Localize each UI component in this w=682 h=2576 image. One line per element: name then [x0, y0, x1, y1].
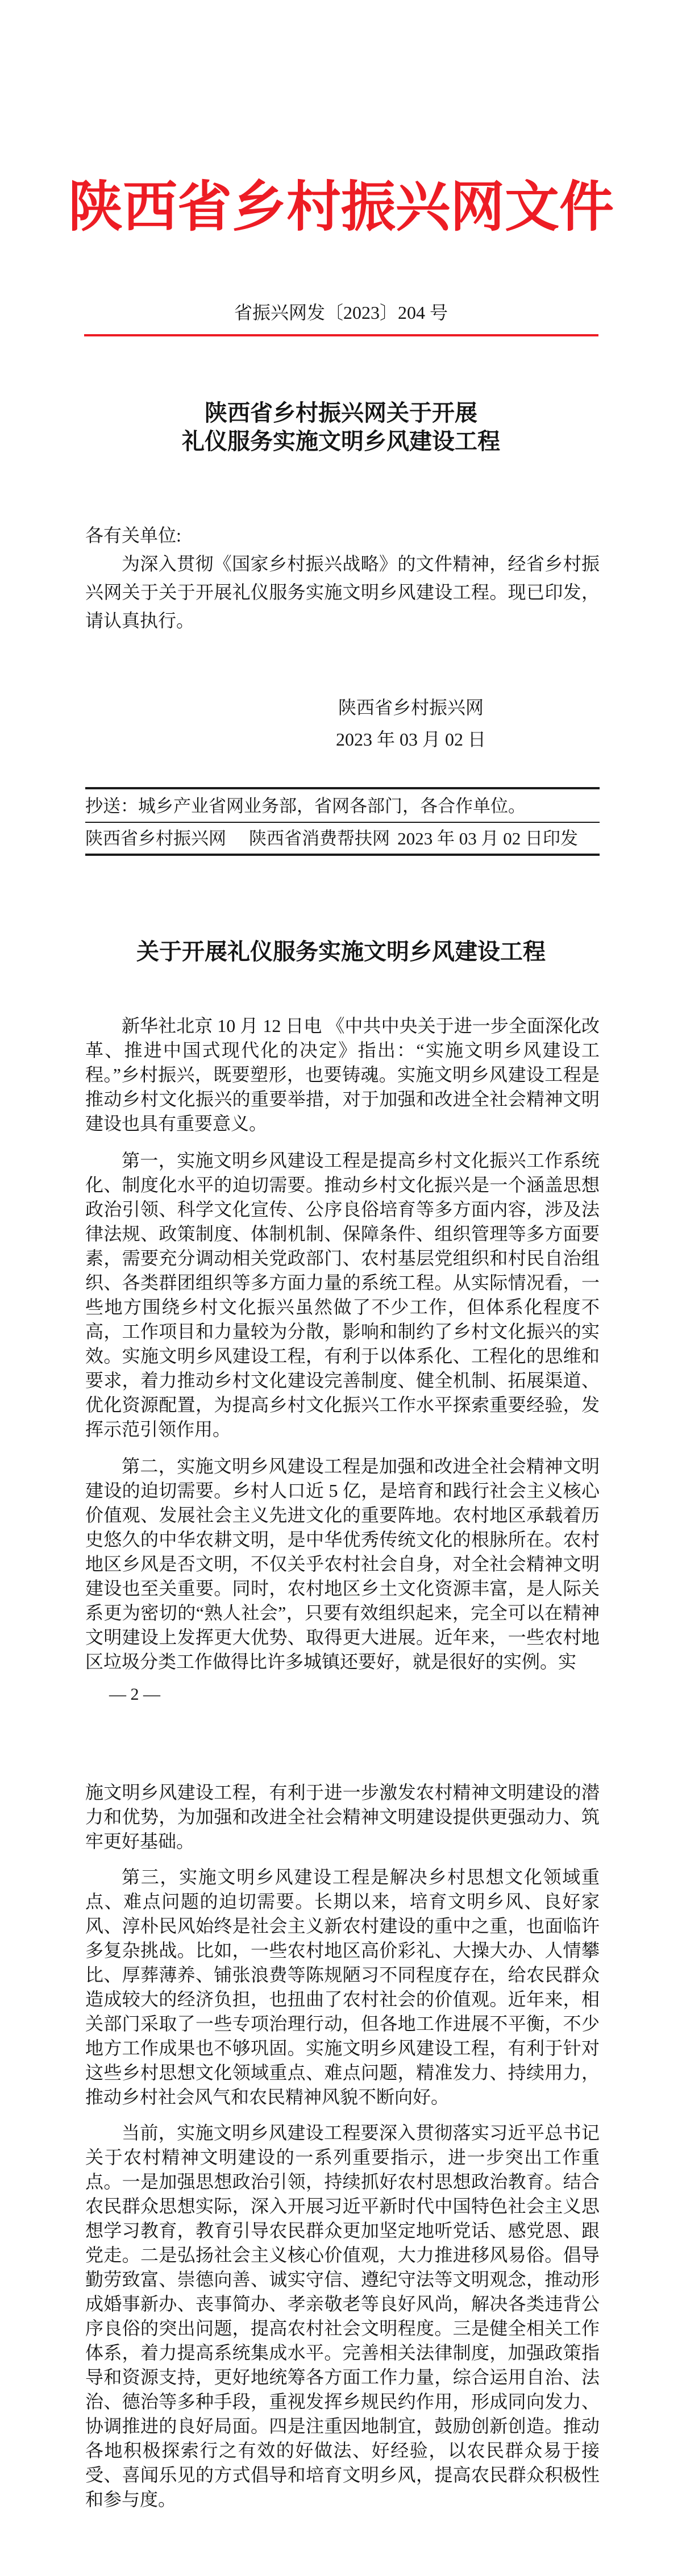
document-title-line1: 陕西省乡村振兴网关于开展	[205, 401, 477, 426]
issuer-signature: 陕西省乡村振兴网	[338, 697, 484, 718]
page-number: — 2 —	[109, 1685, 160, 1704]
body-paragraph: 第一，实施文明乡风建设工程是提高乡村文化振兴工作系统化、制度化水平的迫切需要。推动乡村文化振兴是一个涵盖思想政治引领、科学文化宣传、公序良俗培育等多方面内容，涉及法律法规、政策制度、体制机制、保障条件、组织管理等多方面要素，需要充分调动相关党政部门、农村基层党组织和村民自治组织、各类群团组织等多方面力量的系统工程。从实际情况看，一些地方围绕乡村文化振兴虽然做了不少工作，但体系化程度不高，工作项目和力量较为分散，影响和制约了乡村文化振兴的实效。实施文明乡风建设工程，有利于以体系化、工程化的思维和要求，着力推动乡村文化建设完善制度、健全机制、拓展渠道、优化资源配置，为提高乡村文化振兴工作水平探索重要经验，发挥示范引领作用。	[85, 1150, 600, 1439]
signature-block	[336, 692, 486, 755]
document-title-line2: 礼仪服务实施文明乡风建设工程	[182, 429, 500, 454]
body-paragraph: 第三，实施文明乡风建设工程是解决乡村思想文化领域重点、难点问题的迫切需要。长期以来，培育文明乡风、良好家风、淳朴民风始终是社会主义新农村建设的重中之重，也面临许多复杂挑战。比如，一些农村地区高价彩礼、大操大办、人情攀比、厚葬薄养、铺张浪费等陈规陋习不同程度存在，给农民群众造成较大的经济负担，也扭曲了农村社会的价值观。近年来，相关部门采取了一些专项治理行动，但各地工作进展不平衡，不少地方工作成果也不够巩固。实施文明乡风建设工程，有利于针对这些乡村思想文化领域重点、难点问题，精准发力、持续用力，推动乡村社会风气和农民精神风貌不断向好。	[85, 1867, 600, 2107]
notice-body-paragraph: 为深入贯彻《国家乡村振兴战略》的文件精神，经省乡村振兴网关于关于开展礼仪服务实施文明乡风建设工程。现已印发，请认真执行。	[85, 554, 600, 631]
article-title: 关于开展礼仪服务实施文明乡风建设工程	[136, 939, 546, 964]
document-title	[0, 399, 682, 456]
issuer-org-secondary: 陕西省消费帮扶网	[249, 829, 390, 848]
document-number: 省振兴网发〔2023〕204 号	[234, 302, 448, 323]
print-date: 2023 年 03 月 02 日印发	[397, 829, 578, 848]
continuation-paragraph: 施文明乡风建设工程，有利于进一步激发农村精神文明建设的潜力和优势，为加强和改进全社会精神文明建设提供更强动力、筑牢更好基础。	[85, 1782, 600, 1851]
body-paragraph: 新华社北京 10 月 12 日电 《中共中央关于进一步全面深化改革、推进中国式现代化的决定》指出：“实施文明乡风建设工程。”乡村振兴，既要塑形，也要铸魂。实施文明乡风建设工程是推动乡村文化振兴的重要举措，对于加强和改进全社会精神文明建设也具有重要意义。	[85, 1016, 600, 1134]
body-paragraph: 第二，实施文明乡风建设工程是加强和改进全社会精神文明建设的迫切需要。乡村人口近 5 亿，是培育和践行社会主义核心价值观、发展社会主义先进文化的重要阵地。农村地区承载着历史悠久的中华农耕文明，是中华优秀传统文化的根脉所在。农村地区乡风是否文明，不仅关乎农村社会自身，对全社会精神文明建设也至关重要。同时，农村地区乡土文化资源丰富，是人际关系更为密切的“熟人社会”，只要有效组织起来，完全可以在精神文明建设上发挥更大优势、取得更大进展。近年来，一些农村地区垃圾分类工作做得比许多城镇还要好，就是很好的实例。实	[85, 1456, 600, 1672]
imprint-band	[85, 822, 600, 856]
issuer-org-primary: 陕西省乡村振兴网	[85, 829, 226, 848]
red-letterhead-title: 陕西省乡村振兴网文件	[68, 177, 614, 238]
document-footer	[85, 787, 600, 856]
cc-band	[85, 787, 600, 822]
body-paragraph: 当前，实施文明乡风建设工程要深入贯彻落实习近平总书记关于农村精神文明建设的一系列重要指示，进一步突出工作重点。一是加强思想政治引领，持续抓好农村思想政治教育。结合农民群众思想实际，深入开展习近平新时代中国特色社会主义思想学习教育，教育引导农民群众更加坚定地听党话、感党恩、跟党走。二是弘扬社会主义核心价值观，大力推进移风易俗。倡导勤劳致富、崇德向善、诚实守信、遵纪守法等文明观念，推动形成婚事新办、丧事简办、孝亲敬老等良好风尚，解决各类违背公序良俗的突出问题，提高农村社会文明程度。三是健全相关工作体系，着力提高系统集成水平。完善相关法律制度，加强政策指导和资源支持，更好地统筹各方面工作力量，综合运用自治、法治、德治等多种手段，重视发挥乡规民约作用，形成同向发力、协调推进的良好局面。四是注重因地制宜，鼓励创新创造。推动各地积极探索行之有效的好做法、好经验，以农民群众易于接受、喜闻乐见的方式倡导和培育文明乡风，提高农民群众积极性和参与度。	[85, 2123, 600, 2510]
cc-line: 抄送：城乡产业省网业务部，省网各部门，各合作单位。	[85, 796, 526, 816]
salutation: 各有关单位:	[85, 525, 181, 546]
issue-date: 2023 年 03 月 02 日	[335, 729, 486, 750]
red-divider-line	[84, 334, 598, 336]
